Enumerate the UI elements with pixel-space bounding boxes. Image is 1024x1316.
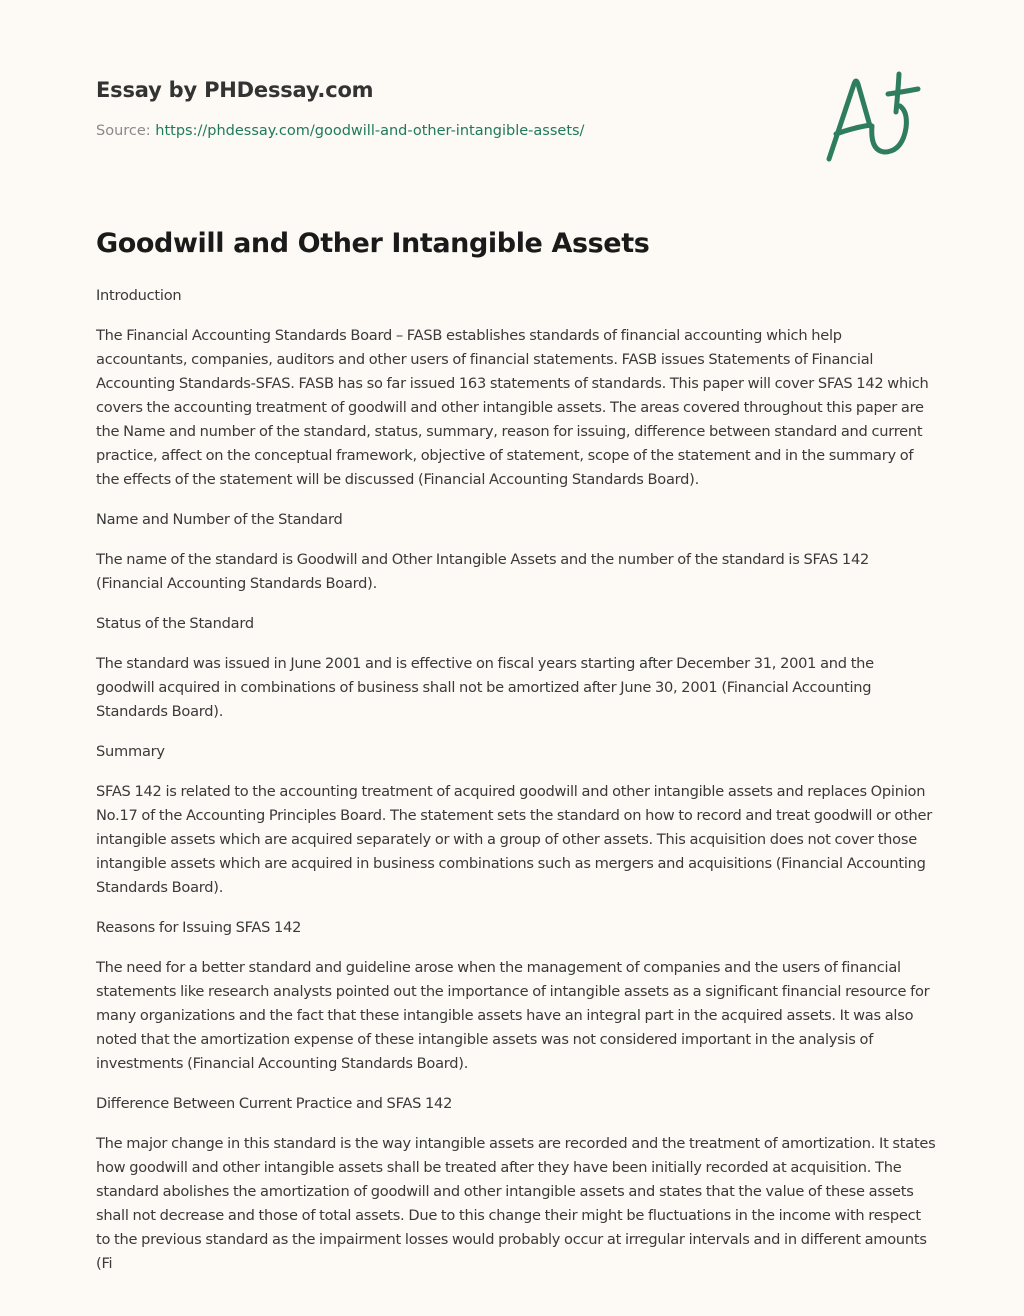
a-plus-grade-icon <box>820 66 932 166</box>
section-heading-status: Status of the Standard <box>96 615 254 632</box>
source-label: Source: <box>96 123 156 139</box>
essay-title: Goodwill and Other Intangible Assets <box>96 228 650 259</box>
site-title: Essay by PHDessay.com <box>96 78 374 102</box>
page-header <box>96 76 796 141</box>
section-heading-name-and-number: Name and Number of the Standard <box>96 511 343 528</box>
source-line <box>96 121 796 141</box>
source-link[interactable]: https://phdessay.com/goodwill-and-other-intangible-assets/ <box>155 123 585 139</box>
section-body-difference: The major change in this standard is the way intangible assets are recorded and the treatment of amortization. It states how goodwill and other intangible assets shall be treated after they have been initially recorded at acquisition. The standard abolishes the amortization of goodwill and other intangible assets and states that the value of these assets shall not decrease and those of total assets. Due to this change their might be fluctuations in the income with respect to the previous standard as the impairment losses would probably occur at irregular intervals and in different amounts (Fi <box>96 1135 936 1272</box>
section-body-summary: SFAS 142 is related to the accounting treatment of acquired goodwill and other intangible assets and replaces Opinion No.17 of the Accounting Principles Board. The statement sets the standard on how to record and treat goodwill or other intangible assets which are acquired separately or with a group of other assets. This acquisition does not cover those intangible assets which are acquired in business combinations such as mergers and acquisitions (Financial Accounting Standards Board). <box>96 783 933 896</box>
section-heading-difference: Difference Between Current Practice and SFAS 142 <box>96 1095 453 1112</box>
section-heading-reasons: Reasons for Issuing SFAS 142 <box>96 919 302 936</box>
section-body-status: The standard was issued in June 2001 and is effective on fiscal years starting after December 31, 2001 and the goodwill acquired in combinations of business shall not be amortized after June 30, 2001 (Financial Accounting Standards Board). <box>96 655 874 720</box>
section-body-reasons: The need for a better standard and guideline arose when the management of companies and the users of financial statements like research analysts pointed out the importance of intangible assets as a significant financial resource for many organizations and the fact that these intangible assets have an integral part in the acquired assets. It was also noted that the amortization expense of these intangible assets was not considered important in the analysis of investments (Financial Accounting Standards Board). <box>96 959 930 1072</box>
section-body-name-and-number: The name of the standard is Goodwill and Other Intangible Assets and the number of the standard is SFAS 142 (Financial Accounting Standards Board). <box>96 551 870 592</box>
section-heading-summary: Summary <box>96 743 165 760</box>
essay-content <box>96 284 936 1292</box>
section-heading-introduction: Introduction <box>96 287 182 304</box>
section-body-introduction: The Financial Accounting Standards Board – FASB establishes standards of financial accounting which help accountants, companies, auditors and other users of financial statements. FASB issues Statements of Financial Accounting Standards-SFAS. FASB has so far issued 163 statements of standards. This paper will cover SFAS 142 which covers the accounting treatment of goodwill and other intangible assets. The areas covered throughout this paper are the Name and number of the standard, status, summary, reason for issuing, difference between standard and current practice, affect on the conceptual framework, objective of statement, scope of the statement and in the summary of the effects of the statement will be discussed (Financial Accounting Standards Board). <box>96 327 929 488</box>
